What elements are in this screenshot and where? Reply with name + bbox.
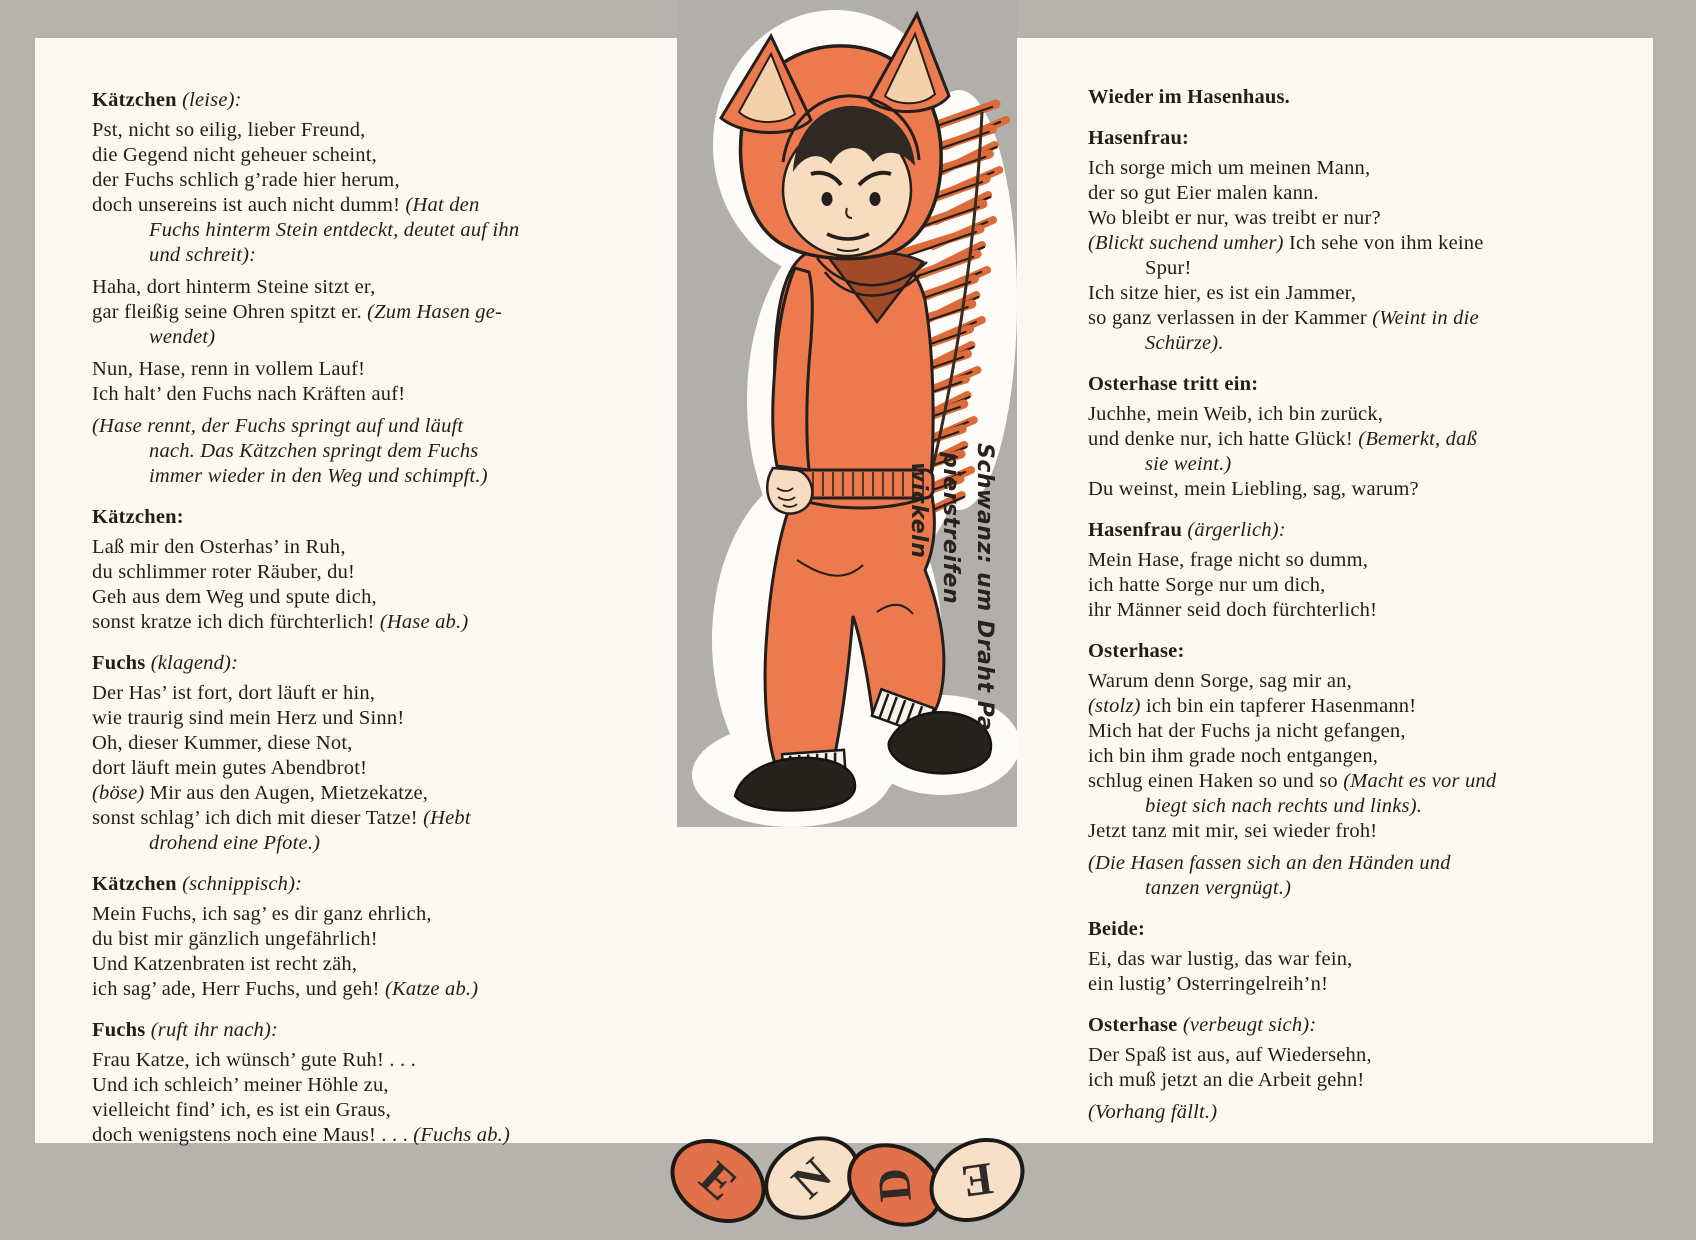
script-line [1088,573,1668,598]
script-line [92,118,667,143]
dialogue-text: Ei, das war lustig, das war fein, [1088,948,1353,970]
script-line [92,681,667,706]
dialogue-text: und denke nur, ich hatte Glück! [1088,428,1359,450]
left-text-column [92,88,667,1148]
dialogue-text: Mein Fuchs, ich sag’ es dir ganz ehrlich, [92,903,432,925]
stage-direction-text: (Vorhang fällt.) [1088,1101,1218,1123]
dialogue-text: Spur! [1145,257,1192,279]
speech-block [92,1018,667,1148]
stage-direction: (ruft ihr nach): [150,1019,279,1041]
stage-direction: (schnippisch): [182,873,303,895]
script-line [1088,1068,1668,1093]
script-line [92,464,667,489]
illustration-caption-line-2: pierstreifen [938,452,963,605]
speech-block [92,505,667,635]
dialogue-text: schlug einen Haken so und so [1088,770,1344,792]
script-line [1088,156,1668,181]
script-line [1088,181,1668,206]
dialogue-text: die Gegend nicht geheuer scheint, [92,144,377,166]
speech-block [1088,518,1668,623]
dialogue-text: Pst, nicht so eilig, lieber Freund, [92,119,366,141]
stage-direction-text: biegt sich nach rechts und links). [1145,795,1423,817]
dialogue-text: du schlimmer roter Räuber, du! [92,561,356,583]
stage-direction-text: (Katze ab.) [384,978,479,1000]
script-line [1088,452,1668,477]
script-line [92,1048,667,1073]
dialogue-text: Oh, dieser Kummer, diese Not, [92,732,353,754]
dialogue-text: Du weinst, mein Liebling, sag, warum? [1088,478,1419,500]
scene-heading: Wieder im Hasenhaus. [1088,86,1291,108]
speaker-heading [92,872,667,897]
dialogue-text: Warum denn Sorge, sag mir an, [1088,670,1352,692]
ende-egg-letter: D [867,1166,922,1204]
line-gap [1088,1093,1668,1100]
script-line [92,325,667,350]
illustration-panel [677,0,1017,827]
script-line [1088,694,1668,719]
script-line [92,382,667,407]
script-line [1088,851,1668,876]
stage-direction-text: wendet) [149,326,216,348]
stage-direction-text: (Blickt suchend umher) [1088,232,1284,254]
dialogue-text: doch unsereins ist auch nicht dumm! [92,194,406,216]
stage-direction-text: (Hebt [423,807,471,829]
dialogue-text: Jetzt tanz mit mir, sei wieder froh! [1088,820,1378,842]
stage-direction-text: (böse) [92,782,145,804]
dialogue-text: ich bin ein tapferer Hasenmann! [1140,695,1417,717]
stage-direction-text: (Weint in die [1372,307,1479,329]
dialogue-text: Laß mir den Osterhas’ in Ruh, [92,536,346,558]
dialogue-text: Der Spaß ist aus, auf Wiedersehn, [1088,1044,1372,1066]
speech-block [1088,1013,1668,1125]
dialogue-text: wie traurig sind mein Herz und Sinn! [92,707,405,729]
script-line [1088,1043,1668,1068]
speaker-heading [1088,917,1668,942]
stage-direction-text: (Die Hasen fassen sich an den Händen und [1088,852,1451,874]
script-line [92,756,667,781]
dialogue-text: so ganz verlassen in der Kammer [1088,307,1373,329]
dialogue-text: Mein Hase, frage nicht so dumm, [1088,549,1369,571]
script-line [92,952,667,977]
dialogue-text: dort läuft mein gutes Abendbrot! [92,757,368,779]
script-line [92,831,667,856]
script-line [1088,281,1668,306]
script-line [1088,794,1668,819]
stage-direction-text: (stolz) [1088,695,1141,717]
speaker-name: Osterhase: [1088,640,1185,662]
script-line [1088,744,1668,769]
script-line [1088,477,1668,502]
ende-egg-letter: E [689,1151,747,1210]
dialogue-text: sonst kratze ich dich fürchterlich! [92,611,380,633]
dialogue-text: Der Has’ ist fort, dort läuft er hin, [92,682,376,704]
speaker-name: Hasenfrau [1088,519,1183,541]
dialogue-text: gar fleißig seine Ohren spitzt er. [92,301,368,323]
dialogue-text: ich bin ihm grade noch entgangen, [1088,745,1379,767]
speaker-name: Osterhase [1088,1014,1178,1036]
speech-block [92,88,667,489]
line-gap [92,407,667,414]
illustration-caption-line-1: Schwanz: um Draht Pa- [972,443,997,741]
speaker-name: Fuchs [92,652,146,674]
stage-direction-text: (Macht es vor und [1343,770,1497,792]
script-line [92,275,667,300]
script-line [1088,947,1668,972]
dialogue-text: doch wenigstens noch eine Maus! . . . [92,1124,414,1146]
stage-direction-text: (Hat den [405,194,480,216]
script-line [1088,402,1668,427]
script-line [92,560,667,585]
script-line [92,357,667,382]
dialogue-text: Und ich schleich’ meiner Höhle zu, [92,1074,389,1096]
stage-direction-text: und schreit): [149,244,257,266]
script-line [1088,256,1668,281]
dialogue-text: Ich sitze hier, es ist ein Jammer, [1088,282,1357,304]
stage-direction: (leise): [182,89,242,111]
speaker-heading [92,505,667,530]
script-line [1088,598,1668,623]
script-line [1088,206,1668,231]
stage-direction-text: (Hase rennt, der Fuchs springt auf und läuft [92,415,464,437]
stage-direction-text: tanzen vergnügt.) [1145,877,1292,899]
script-line [1088,231,1668,256]
script-line [1088,1100,1668,1125]
speaker-heading [92,1018,667,1043]
speaker-heading [1088,126,1668,151]
dialogue-text: Und Katzenbraten ist recht zäh, [92,953,358,975]
dialogue-text: Ich halt’ den Fuchs nach Kräften auf! [92,383,406,405]
speech-block [92,651,667,856]
script-line [92,168,667,193]
speech-block [1088,372,1668,502]
stage-direction-text: immer wieder in den Weg und schimpft.) [149,465,488,487]
script-line [92,193,667,218]
script-line [92,300,667,325]
script-line [1088,669,1668,694]
right-text-column [1088,85,1668,1125]
speaker-heading [1088,1013,1668,1038]
stage-direction-text: (Hase ab.) [379,611,469,633]
stage-direction-text: (Bemerkt, daß [1358,428,1478,450]
dialogue-text: ich sag’ ade, Herr Fuchs, und geh! [92,978,385,1000]
script-line [92,143,667,168]
speaker-heading [1088,372,1668,397]
dialogue-text: vielleicht find’ ich, es ist ein Graus, [92,1099,391,1121]
dialogue-text: ein lustig’ Osterringelreih’n! [1088,973,1329,995]
script-line [92,610,667,635]
speech-block [92,872,667,1002]
script-line [1088,769,1668,794]
speaker-name: Fuchs [92,1019,146,1041]
script-line [92,806,667,831]
dialogue-text: Nun, Hase, renn in vollem Lauf! [92,358,366,380]
dialogue-text: Haha, dort hinterm Steine sitzt er, [92,276,376,298]
dialogue-text: Wo bleibt er nur, was treibt er nur? [1088,207,1381,229]
ende-egg-letter: N [782,1147,842,1208]
speaker-heading [92,651,667,676]
dialogue-text: Juchhe, mein Weib, ich bin zurück, [1088,403,1384,425]
dialogue-text: der Fuchs schlich g’rade hier herum, [92,169,400,191]
script-line [92,414,667,439]
stage-direction: (ärgerlich): [1187,519,1286,541]
script-line [1088,306,1668,331]
stage-direction: (klagend): [150,652,239,674]
dialogue-text: Geh aus dem Weg und spute dich, [92,586,377,608]
speaker-heading [1088,639,1668,664]
dialogue-text: ich hatte Sorge nur um dich, [1088,574,1326,596]
line-gap [92,350,667,357]
speaker-name: Beide: [1088,918,1145,940]
scene-heading-block [1088,85,1668,110]
dialogue-text: Mich hat der Fuchs ja nicht gefangen, [1088,720,1406,742]
script-line [1088,876,1668,901]
script-line [1088,972,1668,997]
speaker-name: Osterhase tritt ein: [1088,373,1259,395]
stage-direction-text: (Fuchs ab.) [413,1124,510,1146]
script-line [1088,819,1668,844]
script-line [92,731,667,756]
speaker-name: Kätzchen: [92,506,184,528]
speaker-name: Kätzchen [92,873,177,895]
speaker-heading [1088,518,1668,543]
line-gap [1088,844,1668,851]
script-line [92,902,667,927]
dialogue-text: du bist mir gänzlich ungefährlich! [92,928,378,950]
dialogue-text: Mir aus den Augen, Mietzekatze, [144,782,429,804]
fox-costume-illustration [677,0,1017,827]
stage-direction-text: drohend eine Pfote.) [149,832,321,854]
script-line [92,535,667,560]
speaker-name: Hasenfrau: [1088,127,1190,149]
stage-direction-text: (Zum Hasen ge- [367,301,503,323]
script-line [92,585,667,610]
hand [767,468,812,514]
stage-direction-text: sie weint.) [1145,453,1232,475]
dialogue-text: Ich sorge mich um meinen Mann, [1088,157,1371,179]
script-line [92,927,667,952]
script-line [92,706,667,731]
stage-direction: (verbeugt sich): [1182,1014,1317,1036]
dialogue-text: der so gut Eier malen kann. [1088,182,1319,204]
dialogue-text: sonst schlag’ ich dich mit dieser Tatze! [92,807,424,829]
dialogue-text: ich muß jetzt an die Arbeit gehn! [1088,1069,1365,1091]
speaker-name: Kätzchen [92,89,177,111]
script-line [1088,719,1668,744]
script-line [92,1098,667,1123]
speech-block [1088,917,1668,997]
illustration-caption-line-3: wickeln [906,462,931,559]
stage-direction-text: nach. Das Kätzchen springt dem Fuchs [149,440,479,462]
script-line [92,439,667,464]
script-line [92,977,667,1002]
script-line [92,1073,667,1098]
script-line [92,781,667,806]
script-line [92,243,667,268]
speaker-heading [92,88,667,113]
stage-direction-text: Fuchs hinterm Stein entdeckt, deutet auf ihn [149,219,520,241]
script-line [1088,331,1668,356]
line-gap [92,268,667,275]
dialogue-text: Frau Katze, ich wünsch’ gute Ruh! . . . [92,1049,416,1071]
script-line [92,218,667,243]
script-line [1088,427,1668,452]
dialogue-text: Ich sehe von ihm keine [1283,232,1484,254]
speech-block [1088,639,1668,901]
dialogue-text: ihr Männer seid doch fürchterlich! [1088,599,1378,621]
ende-egg-letter: E [958,1153,996,1208]
script-line [92,1123,667,1148]
script-line [1088,548,1668,573]
stage-direction-text: Schürze). [1145,332,1224,354]
speech-block [1088,126,1668,356]
